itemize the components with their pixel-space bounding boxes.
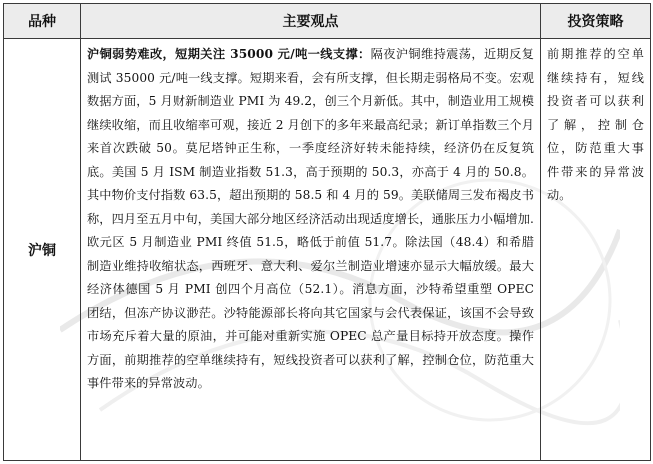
table-row — [4, 39, 651, 461]
header-variety: 品种 — [4, 4, 81, 39]
header-main-view: 主要观点 — [81, 4, 541, 39]
commodity-report-table — [3, 3, 651, 461]
header-strategy: 投资策略 — [541, 4, 651, 39]
view-body-text: 隔夜沪铜维持震荡，近期反复测试 35000 元/吨一线支撑。短期来看，会有所支撑，但长期走弱格局不变。宏观数据方面，5 月财新制造业 PMI 为 49.2，创三个月新低。其中，制造业用工规模继续收缩，而且收缩率可观，接近 2 月创下的多年来最高纪录；新订单指数三个月来首次跌破 50。莫尼塔钟正生称，一季度经济好转未能持续，经济仍在反复筑底。美国 5 月 ISM 制造业指数 51.3，高于预期的 50.3，亦高于 4 月的 50.8。其中物价支付指数 63.5，超出预期的 58.5 和 4 月的 59。美联储周三发布褐皮书称，四月至五月中旬，美国大部分地区经济活动出现适度增长，通胀压力小幅增加.欧元区 5 月制造业 PMI 终值 51.5，略低于前值 51.7。除法国（48.4）和希腊制造业维持收缩状态，西班牙、意大利、爱尔兰制造业增速亦显示大幅放缓。最大经济体德国 5 月 PMI 创四个月高位（52.1）。消息方面，沙特希望重塑 OPEC 团结，但冻产协议渺茫。沙特能源部长将向其它国家与会代表保证，该国不会导致市场充斥着大量的原油，并可能对重新实施 OPEC 总产量目标持开放态度。操作方面，前期推荐的空单继续持有，短线投资者可以获利了解，控制仓位，防范重大事件带来的异常波动。 — [87, 47, 534, 390]
view-lead-text: 沪铜弱势难改，短期关注 35000 元/吨一线支撑： — [87, 47, 371, 61]
variety-cell: 沪铜 — [4, 39, 81, 461]
main-view-cell — [81, 39, 541, 461]
strategy-cell: 前期推荐的空单继续持有，短线投资者可以获利了解，控制仓位，防范重大事件带来的异常波动。 — [541, 39, 651, 461]
table-header-row — [4, 4, 651, 39]
